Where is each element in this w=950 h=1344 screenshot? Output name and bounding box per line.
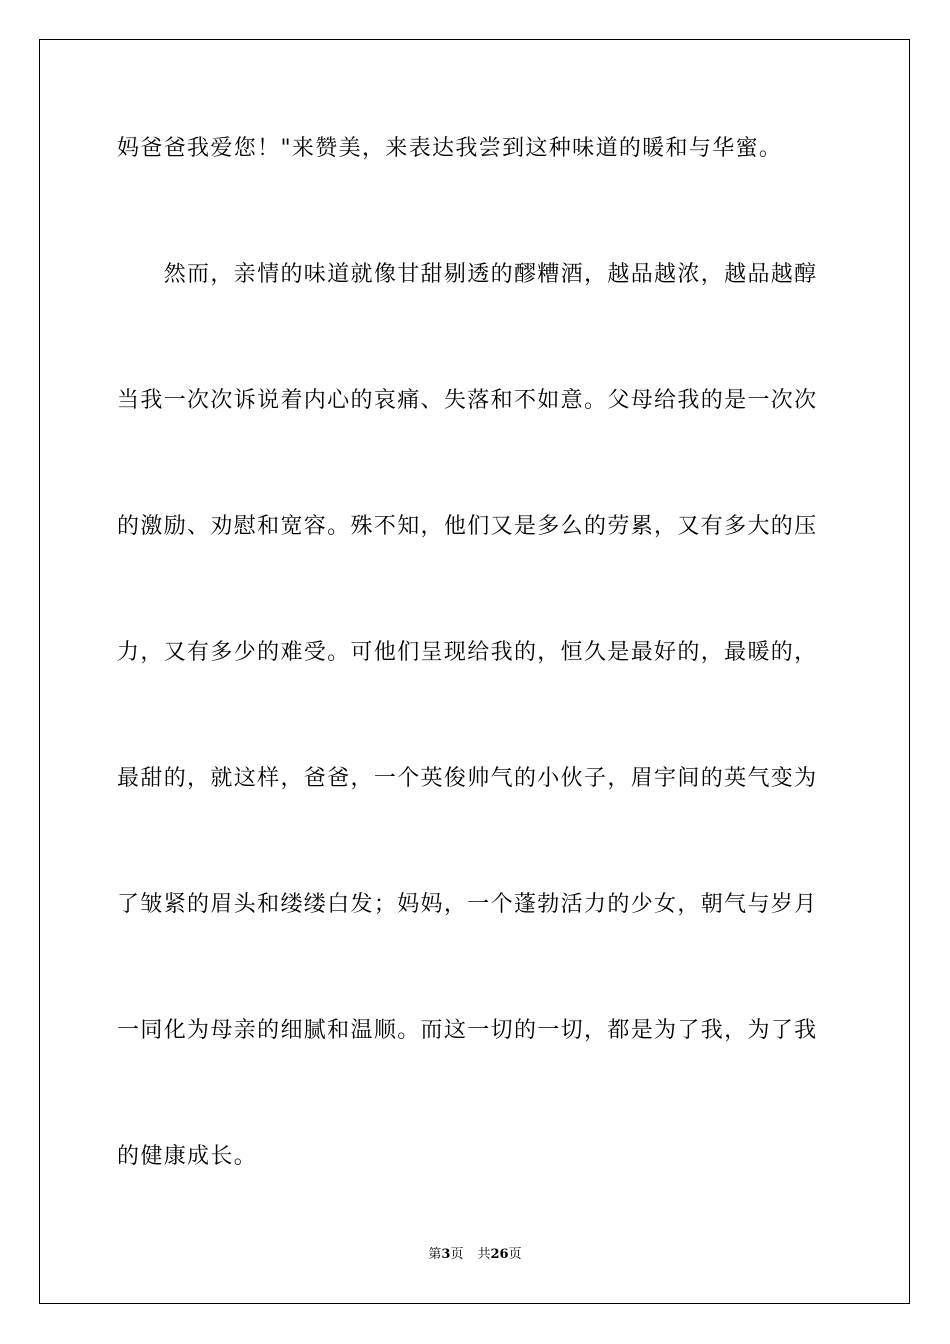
text-line-7: 了皱紧的眉头和缕缕白发；妈妈，一个蓬勃活力的少女，朝气与岁月 xyxy=(117,892,818,917)
text-line-8: 一同化为母亲的细腻和温顺。而这一切的一切，都是为了我，为了我 xyxy=(117,1018,818,1043)
text-line-2: 然而，亲情的味道就像甘甜剔透的醪糟酒，越品越浓，越品越醇 xyxy=(117,262,818,287)
text-line-9: 的健康成长。 xyxy=(117,1144,258,1169)
total-suffix: 页 xyxy=(508,1247,522,1262)
document-body xyxy=(117,128,833,1262)
page-suffix: 页 xyxy=(450,1247,464,1262)
total-prefix: 共 xyxy=(477,1247,491,1262)
text-line-1: 妈爸爸我爱您！"来赞美，来表达我尝到这种味道的暖和与华蜜。 xyxy=(117,136,783,161)
page-prefix: 第 xyxy=(428,1247,442,1262)
text-line-3: 当我一次次诉说着内心的哀痛、失落和不如意。父母给我的是一次次 xyxy=(117,388,818,413)
text-line-5: 力，又有多少的难受。可他们呈现给我的，恒久是最好的，最暖的， xyxy=(117,640,818,665)
total-pages: 26 xyxy=(490,1247,509,1262)
page-number: 3 xyxy=(441,1247,451,1262)
text-line-6: 最甜的，就这样，爸爸，一个英俊帅气的小伙子，眉宇间的英气变为 xyxy=(117,766,818,791)
page-footer xyxy=(0,1246,950,1264)
text-line-4: 的激励、劝慰和宽容。殊不知，他们又是多么的劳累，又有多大的压 xyxy=(117,514,818,539)
